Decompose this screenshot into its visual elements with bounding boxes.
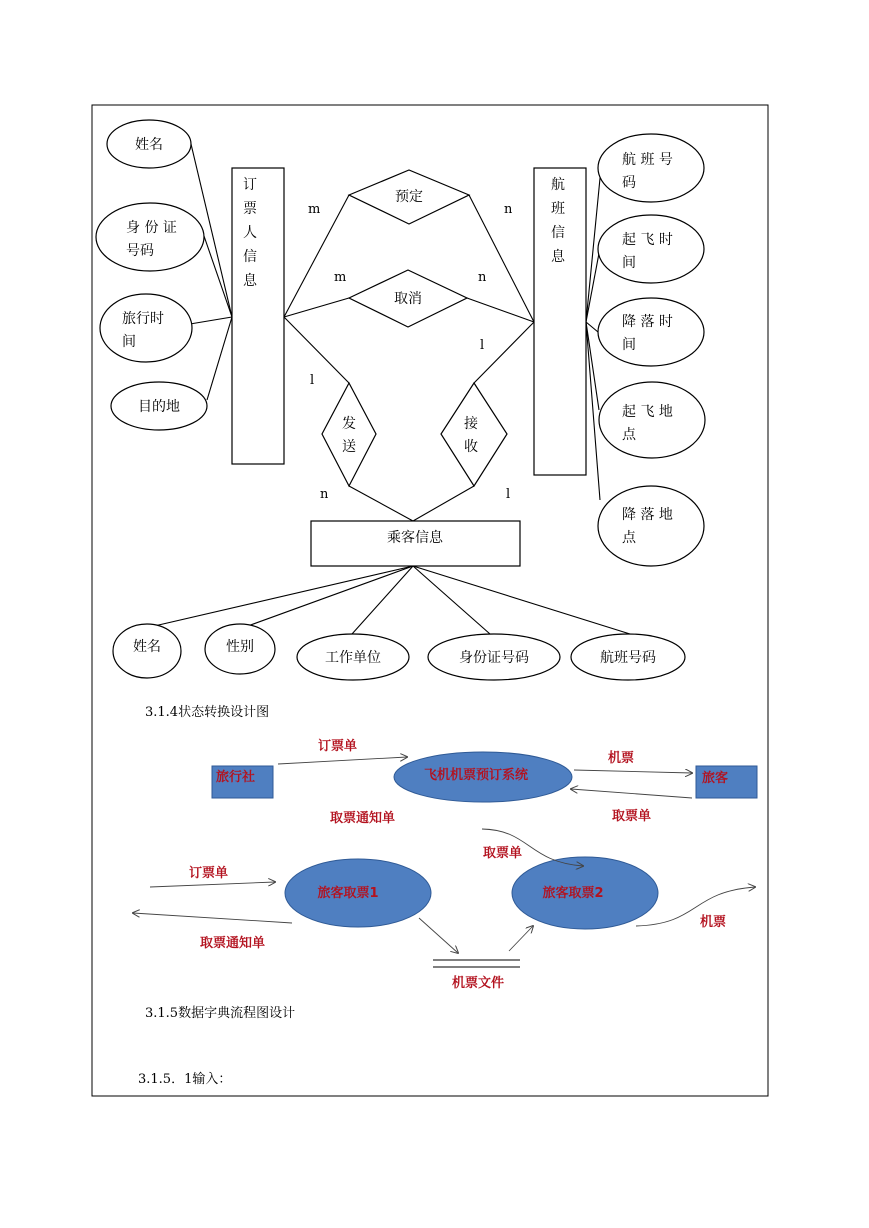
svg-text:旅客取票1: 旅客取票1 — [317, 886, 379, 901]
relation-send — [322, 383, 376, 486]
svg-text:身 份 证: 身 份 证 — [126, 220, 177, 236]
passenger-attr-idnumber — [428, 634, 560, 680]
svg-text:旅客取票2: 旅客取票2 — [542, 886, 604, 901]
svg-text:m: m — [334, 270, 347, 285]
svg-text:工作单位: 工作单位 — [325, 650, 381, 666]
svg-text:目的地: 目的地 — [138, 399, 180, 415]
svg-text:取消: 取消 — [394, 291, 422, 307]
booker-attr-name — [107, 120, 191, 168]
svg-text:航 班 号: 航 班 号 — [622, 152, 673, 168]
state-proc2-node — [512, 857, 658, 929]
entity-passenger — [311, 521, 520, 566]
arrow-from-file — [509, 926, 533, 951]
booker-attr-id — [96, 203, 204, 271]
relation-lines — [284, 195, 534, 521]
svg-text:息: 息 — [243, 273, 257, 289]
svg-text:降 落 时: 降 落 时 — [622, 314, 673, 330]
svg-text:发: 发 — [342, 416, 356, 432]
svg-text:飞机机票预订系统: 飞机机票预订系统 — [423, 768, 529, 783]
svg-text:旅客: 旅客 — [702, 771, 729, 786]
booker-attr-dest — [111, 382, 207, 430]
svg-text:旅行社: 旅行社 — [216, 770, 256, 785]
passenger-attr-lines — [150, 566, 630, 634]
relation-book — [349, 170, 469, 224]
svg-text:订: 订 — [243, 177, 257, 193]
passenger-attr-workplace — [297, 634, 409, 680]
svg-text:降 落 地: 降 落 地 — [622, 507, 673, 523]
svg-text:预定: 预定 — [395, 189, 423, 205]
svg-text:点: 点 — [622, 427, 636, 443]
svg-text:性别: 性别 — [226, 639, 254, 655]
flight-attr-number — [598, 134, 704, 202]
svg-text:l: l — [506, 487, 511, 502]
svg-text:信: 信 — [243, 249, 257, 265]
svg-text:姓名: 姓名 — [135, 137, 163, 153]
state-customer-box — [696, 766, 757, 798]
arrow-to-file — [419, 918, 458, 953]
svg-text:号码: 号码 — [126, 243, 154, 259]
section-heading-3151: 3.1.5．1输入： — [138, 1072, 232, 1087]
svg-text:码: 码 — [622, 175, 636, 191]
label-order-form-2: 订票单 — [189, 866, 229, 881]
svg-text:n: n — [320, 487, 329, 502]
state-agency-box — [212, 766, 273, 798]
svg-text:间: 间 — [622, 255, 636, 271]
state-system-node — [394, 752, 572, 802]
arrow-notice-2 — [133, 913, 292, 923]
label-notice: 取票通知单 — [330, 811, 396, 826]
svg-text:身份证号码: 身份证号码 — [459, 650, 529, 666]
flight-attr-depart-place — [599, 382, 705, 458]
label-notice-2: 取票通知单 — [200, 936, 266, 951]
arrow-pickup-form — [571, 789, 692, 798]
entity-booker — [232, 168, 284, 464]
svg-text:姓名: 姓名 — [133, 639, 161, 655]
svg-text:接: 接 — [464, 416, 478, 432]
svg-text:点: 点 — [622, 530, 636, 546]
svg-text:人: 人 — [243, 225, 257, 241]
label-pickup-form: 取票单 — [612, 809, 652, 824]
svg-text:旅行时: 旅行时 — [122, 311, 164, 327]
state-proc1-node — [285, 859, 431, 927]
flight-attr-land-time — [598, 298, 704, 366]
svg-text:息: 息 — [551, 249, 565, 265]
svg-text:收: 收 — [464, 439, 478, 455]
label-ticket: 机票 — [608, 751, 635, 766]
svg-text:起 飞 地: 起 飞 地 — [622, 404, 673, 420]
svg-text:航: 航 — [551, 177, 565, 193]
svg-text:乘客信息: 乘客信息 — [387, 530, 443, 546]
section-heading-315: 3.1.5数据字典流程图设计 — [145, 1006, 296, 1021]
arrow-ticket — [574, 770, 692, 773]
svg-text:m: m — [308, 202, 321, 217]
entity-flight — [534, 168, 586, 475]
svg-text:信: 信 — [551, 225, 565, 241]
svg-text:间: 间 — [122, 334, 136, 350]
svg-text:机票文件: 机票文件 — [452, 976, 505, 991]
booker-attr-lines — [190, 144, 232, 400]
passenger-attr-flightno — [571, 634, 685, 680]
label-order-form: 订票单 — [318, 739, 358, 754]
section-heading-314: 3.1.4状态转换设计图 — [145, 705, 270, 720]
ticket-file-store — [433, 960, 520, 991]
arrow-order-form — [278, 757, 407, 764]
arrow-order-form-2 — [150, 882, 275, 887]
svg-text:班: 班 — [551, 201, 565, 217]
flight-attr-depart-time — [598, 215, 704, 283]
svg-text:l: l — [480, 338, 485, 353]
booker-attr-time — [100, 294, 192, 362]
svg-text:l: l — [310, 373, 315, 388]
label-pickup-form-2: 取票单 — [483, 846, 523, 861]
flight-attr-land-place — [598, 486, 704, 566]
svg-text:航班号码: 航班号码 — [600, 650, 656, 666]
label-ticket-2: 机票 — [700, 915, 727, 930]
svg-text:起 飞 时: 起 飞 时 — [622, 232, 673, 248]
passenger-attr-gender — [205, 624, 275, 674]
svg-text:n: n — [478, 270, 487, 285]
svg-text:票: 票 — [243, 201, 257, 217]
passenger-attr-name — [113, 624, 181, 678]
relation-receive — [441, 383, 507, 486]
relation-cancel — [349, 270, 467, 327]
svg-text:n: n — [504, 202, 513, 217]
svg-text:间: 间 — [622, 337, 636, 353]
svg-text:送: 送 — [342, 439, 356, 455]
